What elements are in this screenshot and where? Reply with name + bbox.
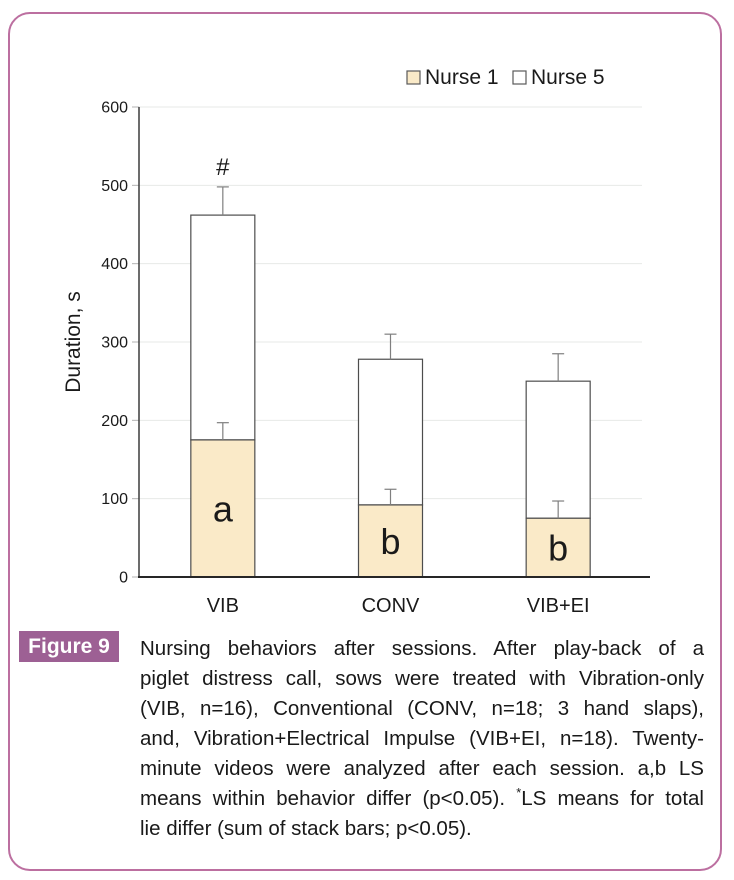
caption-line: lie differ (sum of stack bars; p<0.05). — [140, 817, 472, 840]
legend-swatch-2 — [513, 71, 526, 84]
significance-letter-VIB: a — [212, 488, 233, 530]
caption-line: Nursing behaviors after sessions. After play-back of a — [140, 637, 704, 660]
caption-line: means within behavior differ (p<0.05). *LS means for total — [140, 785, 704, 810]
y-tick-label: 500 — [101, 177, 128, 195]
hash-annotation: # — [216, 154, 230, 182]
bar-segment-nurse5-CONV — [359, 359, 423, 505]
y-tick-label: 300 — [101, 334, 128, 352]
y-tick-label: 0 — [119, 569, 128, 587]
x-axis-label-VIB: VIB — [206, 595, 239, 617]
legend-label-2: Nurse 5 — [531, 66, 605, 89]
y-tick-label: 200 — [101, 412, 128, 430]
significance-letter-VIB+EI: b — [548, 527, 569, 569]
x-axis-label-VIB+EI: VIB+EI — [526, 595, 590, 617]
legend-label-1: Nurse 1 — [425, 66, 499, 89]
y-tick-label: 600 — [101, 99, 128, 117]
significance-letter-CONV: b — [380, 520, 401, 562]
y-tick-label: 400 — [101, 256, 128, 274]
y-axis-title: Duration, s — [62, 291, 85, 393]
legend-swatch-1 — [407, 71, 420, 84]
y-tick-label: 100 — [101, 491, 128, 509]
bar-segment-nurse5-VIB+EI — [526, 381, 590, 518]
caption-line: (VIB, n=16), Conventional (CONV, n=18; 3 hand slaps), — [140, 697, 704, 720]
caption-line: minute videos were analyzed after each session. a,b LS — [140, 757, 704, 780]
figure-caption — [140, 634, 704, 844]
figure-number-badge: Figure 9 — [19, 631, 119, 662]
bar-segment-nurse5-VIB — [191, 215, 255, 440]
caption-line: and, Vibration+Electrical Impulse (VIB+EI, n=18). Twenty- — [140, 727, 704, 750]
caption-line: piglet distress call, sows were treated with Vibration-only — [140, 667, 704, 690]
x-axis-label-CONV: CONV — [361, 595, 420, 617]
